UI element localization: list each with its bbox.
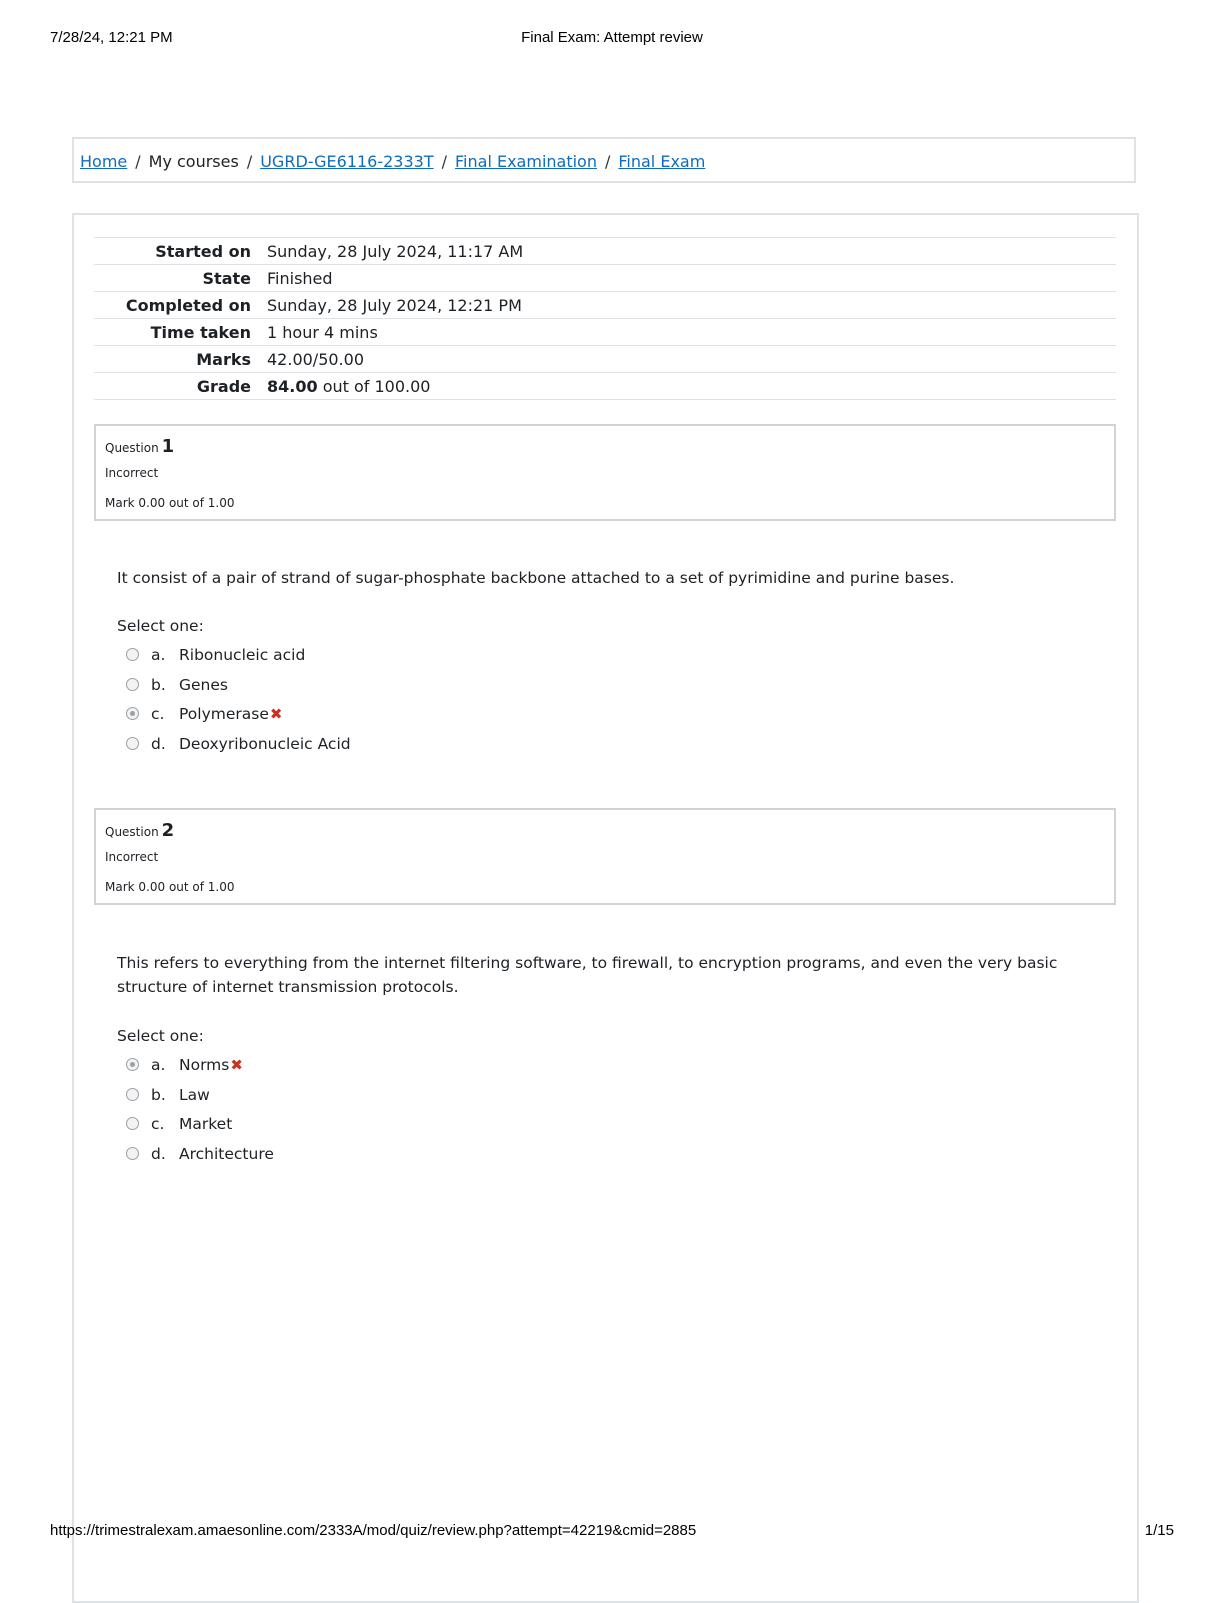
breadcrumb bbox=[80, 152, 705, 171]
answer-letter: a. bbox=[151, 646, 166, 664]
summary-row-completed-on bbox=[94, 292, 1116, 319]
print-header bbox=[50, 29, 1174, 49]
print-page-number: 1/15 bbox=[1144, 1522, 1174, 1539]
question-mark: Mark 0.00 out of 1.00 bbox=[105, 880, 235, 894]
summary-row-grade bbox=[94, 373, 1116, 400]
breadcrumb-container bbox=[72, 137, 1136, 183]
summary-row-time-taken bbox=[94, 319, 1116, 346]
answer-text-with-icon bbox=[179, 1056, 243, 1074]
question-number bbox=[105, 820, 174, 841]
answer-letter: c. bbox=[151, 1115, 165, 1133]
summary-value bbox=[267, 373, 1116, 400]
question-number bbox=[105, 436, 174, 457]
breadcrumb-separator: / bbox=[135, 152, 141, 171]
question-number-value: 2 bbox=[161, 820, 175, 841]
answer-text-with-icon bbox=[179, 705, 282, 723]
question-mark: Mark 0.00 out of 1.00 bbox=[105, 496, 235, 510]
summary-value: 42.00/50.00 bbox=[267, 349, 364, 369]
summary-label: Completed on bbox=[125, 295, 251, 315]
print-page-title: Final Exam: Attempt review bbox=[521, 29, 703, 46]
answer-letter: d. bbox=[151, 734, 166, 753]
radio-button-selected[interactable] bbox=[126, 707, 139, 720]
breadcrumb-separator: / bbox=[246, 152, 253, 171]
summary-row-state bbox=[94, 265, 1116, 292]
grade-value: 84.00 bbox=[267, 376, 318, 396]
question-label: Question bbox=[105, 441, 159, 455]
answer-letter: b. bbox=[151, 1085, 166, 1104]
question-1-text: It consist of a pair of strand of sugar-phosphate backbone attached to a set of pyrimidine and purine bases. bbox=[117, 569, 955, 587]
question-number-value: 1 bbox=[161, 436, 175, 457]
print-date: 7/28/24, 12:21 PM bbox=[50, 29, 173, 46]
summary-label: Started on bbox=[155, 241, 251, 261]
question-label: Question bbox=[105, 825, 159, 839]
question-state: Incorrect bbox=[105, 466, 159, 480]
answer-text: Ribonucleic acid bbox=[179, 646, 306, 664]
breadcrumb-quiz-link[interactable]: Final Exam bbox=[618, 152, 706, 171]
summary-value: Sunday, 28 July 2024, 12:21 PM bbox=[267, 295, 522, 315]
answer-text: Law bbox=[179, 1085, 210, 1104]
question-2-prompt: Select one: bbox=[117, 1027, 204, 1045]
print-footer bbox=[50, 1522, 1174, 1542]
summary-value: Sunday, 28 July 2024, 11:17 AM bbox=[267, 241, 524, 261]
attempt-summary-table bbox=[94, 237, 1116, 400]
answer-letter: a. bbox=[151, 1056, 166, 1074]
summary-label: Grade bbox=[196, 376, 251, 396]
breadcrumb-separator: / bbox=[604, 152, 611, 171]
question-state: Incorrect bbox=[105, 850, 159, 864]
breadcrumb-section-link[interactable]: Final Examination bbox=[455, 152, 597, 171]
incorrect-x-icon: ✖ bbox=[269, 705, 283, 723]
summary-value: Finished bbox=[267, 268, 333, 288]
question-1-prompt: Select one: bbox=[117, 617, 204, 635]
summary-label: State bbox=[202, 268, 251, 288]
breadcrumb-my-courses: My courses bbox=[148, 152, 239, 171]
radio-button[interactable] bbox=[126, 678, 139, 691]
radio-button[interactable] bbox=[126, 737, 139, 750]
breadcrumb-course-link[interactable]: UGRD-GE6116-2333T bbox=[260, 152, 434, 171]
summary-row-started-on bbox=[94, 238, 1116, 265]
answer-letter: b. bbox=[151, 675, 166, 694]
answer-text: Deoxyribonucleic Acid bbox=[179, 734, 351, 753]
question-2-text: This refers to everything from the internet filtering software, to firewall, to encryption programs, and even the very basic structure of internet transmission protocols. bbox=[117, 954, 1058, 996]
radio-button[interactable] bbox=[126, 1088, 139, 1101]
answer-text: Genes bbox=[179, 675, 228, 694]
incorrect-x-icon: ✖ bbox=[230, 1056, 243, 1074]
print-url: https://trimestralexam.amaesonline.com/2333A/mod/quiz/review.php?attempt=42219&cmid=2885 bbox=[50, 1522, 697, 1539]
answer-text: Norms bbox=[179, 1056, 230, 1074]
breadcrumb-home-link[interactable]: Home bbox=[80, 152, 128, 171]
summary-row-marks bbox=[94, 346, 1116, 373]
radio-button-selected[interactable] bbox=[126, 1058, 139, 1071]
summary-label: Time taken bbox=[150, 322, 251, 342]
question-1-info bbox=[94, 424, 1116, 521]
answer-text: Market bbox=[179, 1115, 233, 1133]
answer-text: Architecture bbox=[179, 1144, 274, 1163]
radio-button[interactable] bbox=[126, 1147, 139, 1160]
summary-label: Marks bbox=[196, 349, 251, 369]
breadcrumb-separator: / bbox=[441, 152, 448, 171]
summary-value: 1 hour 4 mins bbox=[267, 322, 378, 342]
radio-button[interactable] bbox=[126, 1117, 139, 1130]
answer-letter: d. bbox=[151, 1144, 166, 1163]
answer-text: Polymerase bbox=[179, 705, 269, 723]
radio-button[interactable] bbox=[126, 648, 139, 661]
answer-letter: c. bbox=[151, 705, 165, 723]
question-2-info bbox=[94, 808, 1116, 905]
grade-out-of: out of 100.00 bbox=[317, 376, 431, 396]
main-content-region bbox=[72, 213, 1139, 1603]
